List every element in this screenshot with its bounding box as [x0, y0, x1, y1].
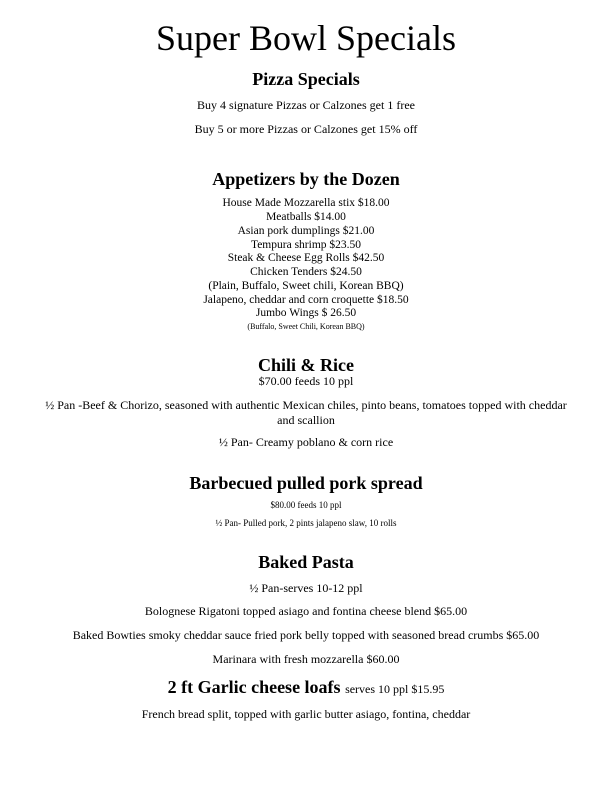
appetizer-item: Meatballs $14.00 — [266, 211, 346, 223]
pizza-line: Buy 4 signature Pizzas or Calzones get 1 free — [197, 98, 415, 112]
pork-price: $80.00 feeds 10 ppl — [270, 500, 342, 510]
appetizer-item: Chicken Tenders $24.50 — [250, 266, 362, 278]
pork-detail: ½ Pan- Pulled pork, 2 pints jalapeno slaw, 10 rolls — [215, 518, 397, 528]
pork-heading: Barbecued pulled pork spread — [189, 473, 423, 493]
appetizer-item: Tempura shrimp $23.50 — [250, 239, 362, 251]
chili-line: ½ Pan- Creamy poblano & corn rice — [218, 435, 394, 449]
appetizer-item: (Plain, Buffalo, Sweet chili, Korean BBQ) — [208, 280, 404, 292]
page-title: Super Bowl Specials — [156, 18, 456, 58]
pasta-serves: ½ Pan-serves 10-12 ppl — [249, 581, 363, 595]
chili-price: $70.00 feeds 10 ppl — [258, 374, 354, 388]
chili-heading: Chili & Rice — [258, 355, 354, 375]
garlic-price: serves 10 ppl $15.95 — [345, 682, 445, 696]
wings-sauce-note: (Buffalo, Sweet Chili, Korean BBQ) — [247, 322, 365, 331]
appetizers-heading: Appetizers by the Dozen — [212, 169, 400, 189]
appetizer-item: Steak & Cheese Egg Rolls $42.50 — [227, 252, 385, 264]
pasta-item: Baked Bowties smoky cheddar sauce fried pork belly topped with seasoned bread crumbs $65.00 — [72, 628, 540, 642]
pasta-heading: Baked Pasta — [258, 552, 354, 572]
appetizer-item: House Made Mozzarella stix $18.00 — [222, 197, 390, 209]
chili-line: ½ Pan -Beef & Chorizo, seasoned with authentic Mexican chiles, pinto beans, tomatoes topped with cheddar and scallion — [45, 398, 567, 427]
pizza-heading: Pizza Specials — [252, 69, 360, 89]
pizza-line: Buy 5 or more Pizzas or Calzones get 15% off — [194, 122, 418, 136]
garlic-heading: 2 ft Garlic cheese loafs — [167, 677, 341, 697]
garlic-detail: French bread split, topped with garlic butter asiago, fontina, cheddar — [141, 707, 471, 721]
pasta-item: Marinara with fresh mozzarella $60.00 — [212, 652, 400, 666]
appetizer-item: Jumbo Wings $ 26.50 — [255, 307, 357, 319]
appetizer-item: Jalapeno, cheddar and corn croquette $18.50 — [203, 294, 409, 306]
garlic-heading-line — [0, 678, 612, 696]
pasta-item: Bolognese Rigatoni topped asiago and fontina cheese blend $65.00 — [144, 604, 468, 618]
appetizer-item: Asian pork dumplings $21.00 — [237, 225, 375, 237]
